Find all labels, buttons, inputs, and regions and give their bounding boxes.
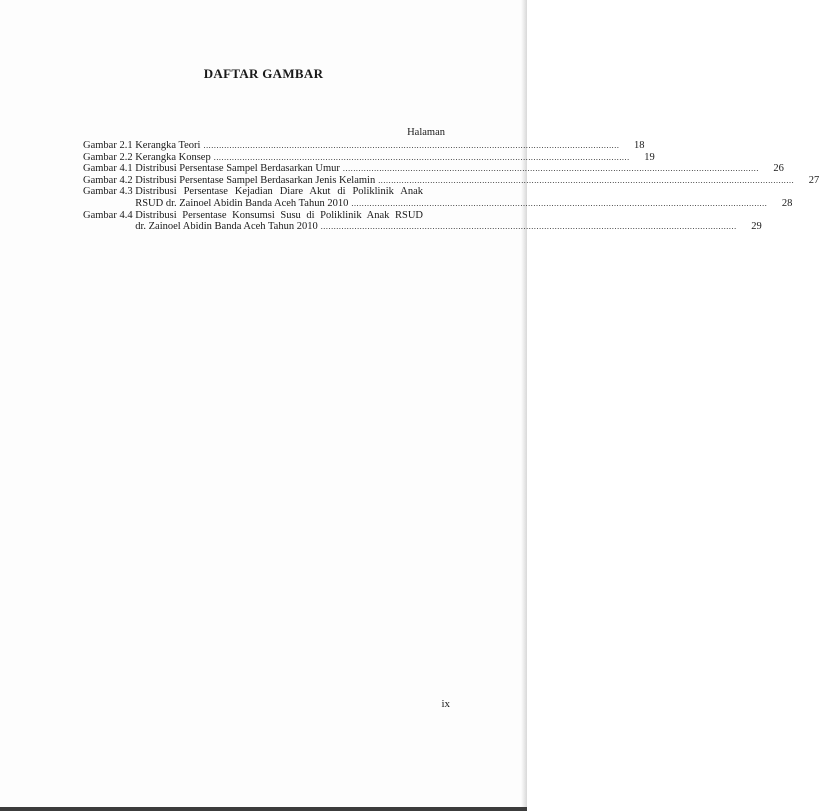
figure-entry xyxy=(83,186,793,209)
figure-caption: Distribusi Persentase Sampel Berdasarkan Jenis Kelamin xyxy=(135,174,376,186)
figure-caption-continued: RSUD dr. Zainoel Abidin Banda Aceh Tahun 2010 xyxy=(135,197,349,209)
figure-caption: Distribusi Persentase Konsumsi Susu di Poliklinik Anak RSUD xyxy=(135,209,423,221)
figure-page-number: 27 xyxy=(808,174,819,186)
figure-label: Gambar 4.4 xyxy=(83,209,133,221)
figure-entry xyxy=(83,140,645,152)
figure-label: Gambar 2.1 xyxy=(83,140,133,151)
leader-dots: ................................................................................................................................................................ xyxy=(203,141,620,150)
figure-page-number: 19 xyxy=(644,151,655,163)
figure-caption: Distribusi Persentase Sampel Berdasarkan Umur xyxy=(135,163,340,175)
page-number: ix xyxy=(441,698,450,710)
figure-label: Gambar 4.1 xyxy=(83,163,133,175)
figure-page-number: 26 xyxy=(773,163,784,175)
figure-label: Gambar 4.2 xyxy=(83,174,133,186)
leader-dots: ................................................................................................................................................................ xyxy=(213,152,630,162)
figure-page-number: 28 xyxy=(781,197,793,209)
page-edge-shadow xyxy=(521,0,527,811)
page-title: DAFTAR GAMBAR xyxy=(203,66,324,81)
leader-dots: ................................................................................................................................................................ xyxy=(378,175,795,185)
figure-entry xyxy=(83,163,784,175)
figure-caption: Kerangka Teori xyxy=(135,140,201,151)
figure-entry xyxy=(83,174,819,187)
figure-page-number: 29 xyxy=(751,221,762,233)
figure-caption: Distribusi Persentase Kejadian Diare Akut di Poliklinik Anak xyxy=(135,186,423,198)
figure-label: Gambar 2.2 xyxy=(83,151,133,163)
page-column-header: Halaman xyxy=(407,127,445,138)
figure-entry xyxy=(83,209,762,233)
leader-dots: ................................................................................................................................................................ xyxy=(342,164,759,174)
figure-label: Gambar 4.3 xyxy=(83,186,133,198)
figure-caption-continued: dr. Zainoel Abidin Banda Aceh Tahun 2010 xyxy=(135,221,318,233)
figure-page-number: 18 xyxy=(633,140,645,151)
leader-dots: ................................................................................................................................................................ xyxy=(351,198,768,208)
figure-caption: Kerangka Konsep xyxy=(135,151,211,163)
leader-dots: ................................................................................................................................................................ xyxy=(320,222,737,232)
page-bottom-edge xyxy=(0,807,527,811)
figure-entry xyxy=(83,151,655,164)
figure-list xyxy=(83,140,819,233)
